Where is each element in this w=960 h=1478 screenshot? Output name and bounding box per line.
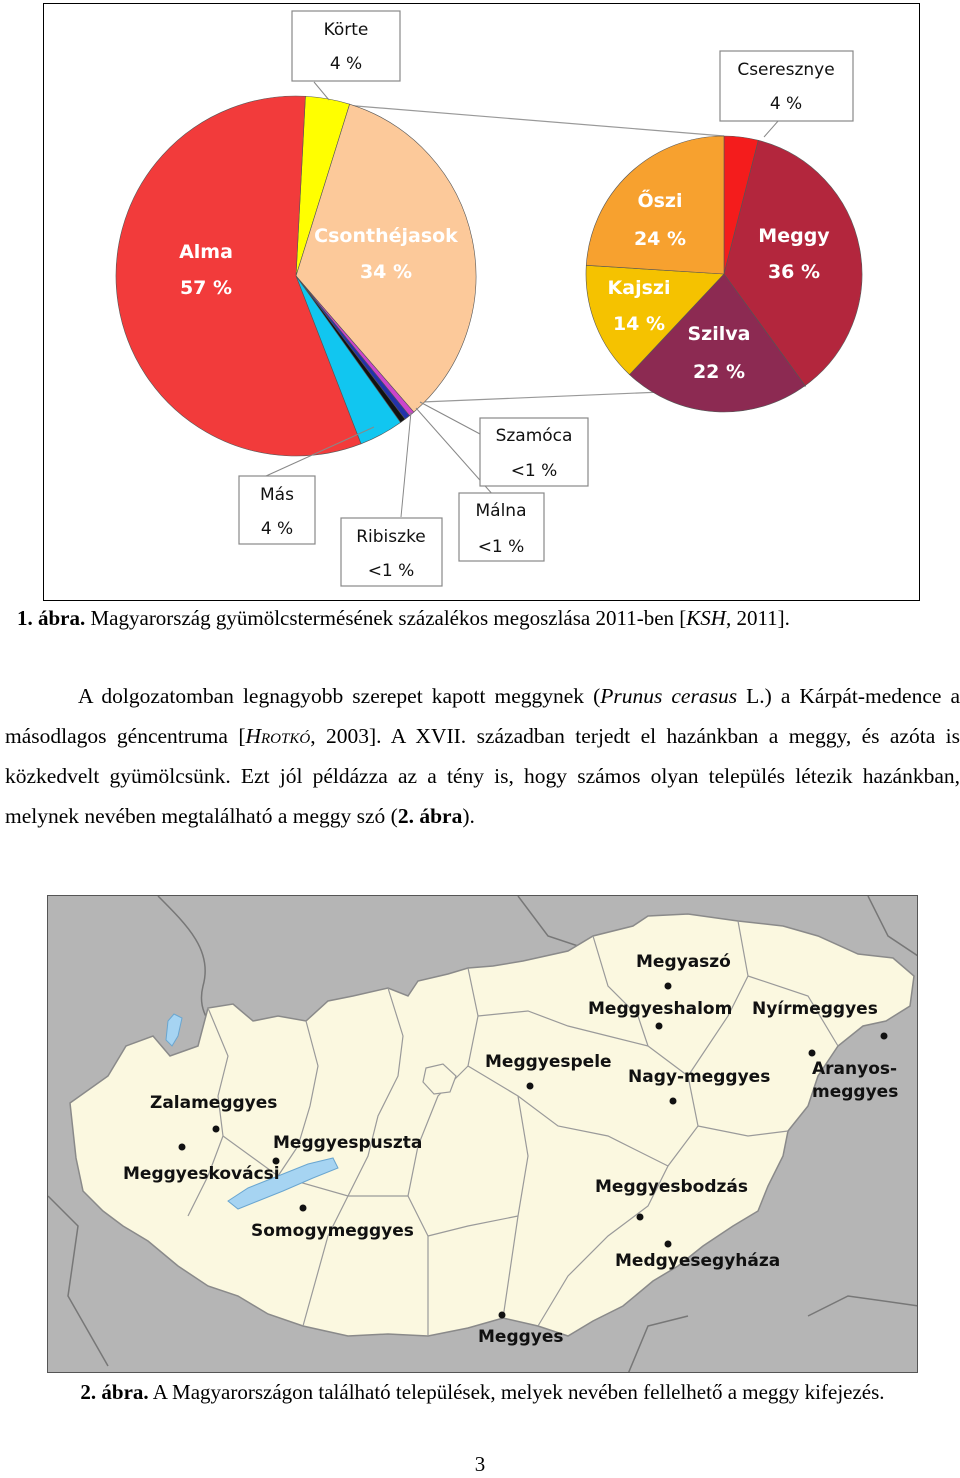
figure-2-caption <box>47 1378 918 1407</box>
dot-zalameggyes <box>213 1126 220 1133</box>
figure-1-caption-text-1: Magyarország gyümölcstermésének százalékos megoszlása 2011-ben [ <box>85 606 687 630</box>
dot-meggyeskovacsi <box>179 1144 186 1151</box>
dot-nyirmeggyes <box>881 1033 888 1040</box>
slice-value-csonthejasok: 34 % <box>359 261 413 283</box>
latin-name: Prunus cerasus <box>600 684 738 708</box>
page-number: 3 <box>474 1452 486 1476</box>
dot-meggyespele <box>527 1083 534 1090</box>
callout-label-cseresznye: Cseresznye <box>737 60 835 80</box>
hungary-map-svg <box>48 896 918 1373</box>
callout-label-ribiszke: Ribiszke <box>356 527 426 547</box>
callout-label-szamoca: Szamóca <box>495 426 573 446</box>
figure-1-caption <box>17 606 790 631</box>
dot-medgyesegyhaza <box>665 1241 672 1248</box>
label-meggyes-line2: meggyes <box>812 1082 899 1102</box>
callout-label-malna: Málna <box>475 501 527 521</box>
dot-meggyes <box>499 1312 506 1319</box>
body-paragraph <box>5 676 960 836</box>
dot-aranyosmeggyes <box>809 1050 816 1057</box>
slice-value-szilva: 22 % <box>692 361 746 383</box>
slice-value-meggy: 36 % <box>767 261 821 283</box>
border-romania <box>808 1296 918 1316</box>
pie-chart-svg <box>44 4 920 601</box>
label-nyirmeggyes: Nyírmeggyes <box>752 999 878 1019</box>
slice-label-oszi: Őszi <box>637 190 683 212</box>
border-slovenia-croatia <box>48 1196 108 1366</box>
figure-2-caption-text: A Magyarországon található települések, melyek nevében fellelhető a meggy kifejezés. <box>148 1380 885 1404</box>
dot-meggyesbodzas <box>637 1214 644 1221</box>
figure-1-caption-source: KSH <box>686 606 726 630</box>
dot-megyaszo <box>665 983 672 990</box>
label-zalameggyes: Zalameggyes <box>150 1093 278 1113</box>
figure-1-caption-label: 1. ábra. <box>17 606 86 630</box>
label-meggyesbodzas: Meggyesbodzás <box>595 1177 749 1197</box>
figure-2-map <box>47 895 918 1373</box>
pointer-cseresznye <box>764 120 779 137</box>
pointer-ribiszke <box>401 412 411 517</box>
callout-value-ribiszke: <1 % <box>367 561 415 581</box>
figure-reference: 2. ábra <box>397 804 463 828</box>
label-somogymeggyes: Somogymeggyes <box>251 1221 414 1241</box>
callout-value-szamoca: <1 % <box>510 461 558 481</box>
border-serbia <box>628 1316 688 1373</box>
paragraph-text-3: , 2003]. A XVII. században terjedt el hazánkban a meggy, és azóta is közkedvelt gyümölcsünk. Ezt jól példázza az a tény is, hogy számos olyan település létezik hazánkban, melynek nevében megtalálható a meggy szó ( <box>5 724 960 828</box>
callout-value-korte: 4 % <box>329 54 363 74</box>
slice-label-meggy: Meggy <box>758 225 830 247</box>
dot-somogymeggyes <box>300 1205 307 1212</box>
paragraph-text-2: L.) a Kárpát-medence a másodlagos géncentruma [ <box>5 684 960 748</box>
slice-value-kajszi: 14 % <box>612 313 666 335</box>
author-rest: rotkó <box>261 724 311 748</box>
label-meggyeshalom: Meggyeshalom <box>588 999 733 1019</box>
label-megyaszo: Megyaszó <box>636 952 731 972</box>
figure-1-pie-charts <box>43 3 920 601</box>
paragraph-text-4: ). <box>462 804 475 828</box>
label-nagy-meggyes: Nagy-meggyes <box>628 1067 771 1087</box>
main-pie <box>116 96 476 456</box>
slice-label-csonthejasok: Csonthéjasok <box>314 225 458 247</box>
border-ukraine <box>868 896 918 956</box>
label-meggyeskovacsi: Meggyeskovácsi <box>123 1164 280 1184</box>
dot-meggyeshalom <box>656 1023 663 1030</box>
callout-value-cseresznye: 4 % <box>769 94 803 114</box>
dot-nagy-meggyes <box>670 1098 677 1105</box>
slice-value-oszi: 24 % <box>633 228 687 250</box>
paragraph-text-1: A dolgozatomban legnagyobb szerepet kapott meggynek ( <box>78 684 601 708</box>
callout-label-korte: Körte <box>323 20 369 40</box>
figure-2-caption-label: 2. ábra. <box>80 1380 149 1404</box>
label-meggyes: Meggyes <box>478 1327 564 1347</box>
hungary-outline <box>70 914 914 1336</box>
label-medgyesegyhaza: Medgyesegyháza <box>615 1251 781 1271</box>
author-citation <box>245 724 310 748</box>
label-meggyespuszta: Meggyespuszta <box>273 1133 423 1153</box>
callout-label-mas: Más <box>260 485 294 505</box>
slice-label-alma: Alma <box>179 241 233 263</box>
callout-value-mas: 4 % <box>260 519 294 539</box>
lake-ferto <box>166 1014 182 1046</box>
label-meggyespele: Meggyespele <box>485 1052 612 1072</box>
label-aranyos: Aranyos- <box>812 1059 898 1079</box>
slice-label-szilva: Szilva <box>687 323 751 345</box>
figure-1-caption-text-2: , 2011]. <box>725 606 790 630</box>
slice-label-kajszi: Kajszi <box>607 277 671 299</box>
callout-value-malna: <1 % <box>477 537 525 557</box>
slice-value-alma: 57 % <box>179 277 233 299</box>
author-initial: H <box>245 724 262 748</box>
pointer-szamoca <box>420 402 480 434</box>
